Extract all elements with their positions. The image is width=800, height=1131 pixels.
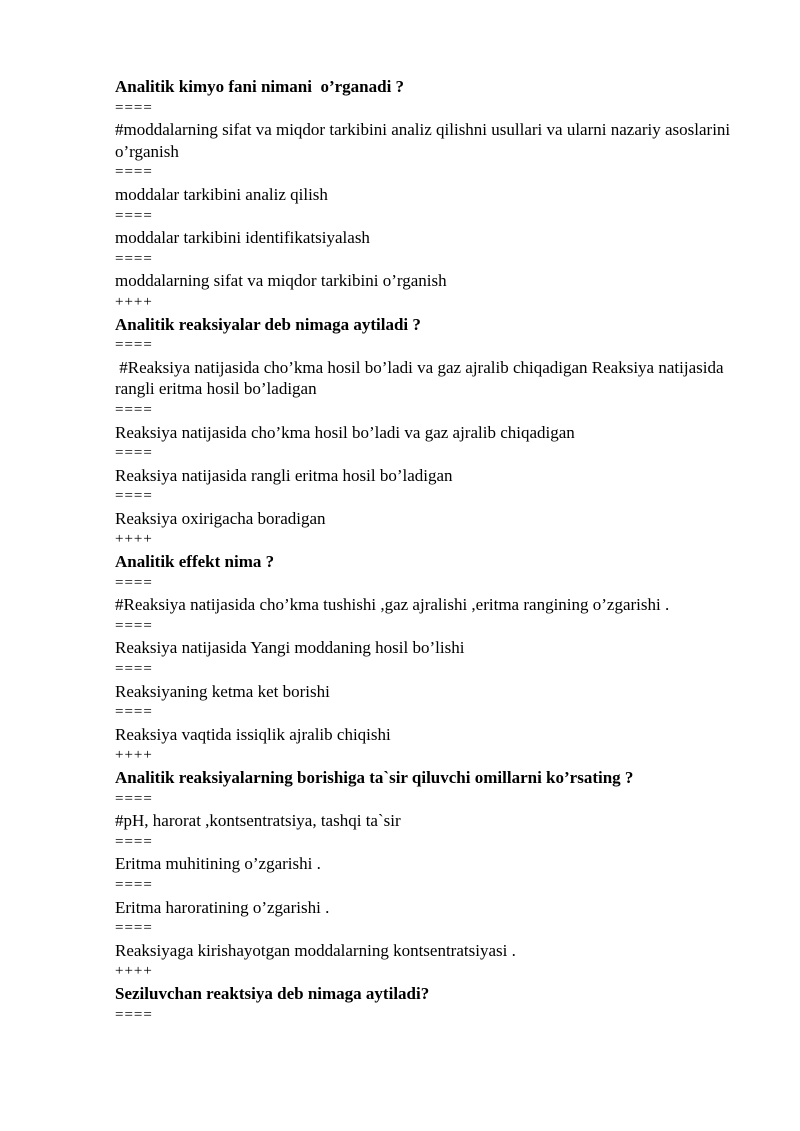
separator-line: ==== bbox=[115, 833, 153, 850]
separator-line: ==== bbox=[115, 876, 153, 893]
answer-option: Reaksiya vaqtida issiqlik ajralib chiqishi bbox=[115, 724, 391, 744]
answer-option: moddalar tarkibini identifikatsiyalash bbox=[115, 228, 370, 248]
separator-line: ==== bbox=[115, 1006, 153, 1023]
answer-option: Reaksiyaga kirishayotgan moddalarning kontsentratsiyasi . bbox=[115, 940, 516, 960]
question-text: Seziluvchan reaktsiya deb nimaga aytiladi? bbox=[115, 983, 430, 1003]
answer-option: moddalar tarkibini analiz qilish bbox=[115, 184, 328, 204]
separator-line: ==== bbox=[115, 661, 153, 678]
answer-option: Reaksiya natijasida cho’kma hosil bo’ladi va gaz ajralib chiqadigan bbox=[115, 422, 575, 442]
question-text: Analitik reaksiyalarning borishiga ta`sir qiluvchi omillarni ko’rsating ? bbox=[115, 768, 634, 787]
answer-option: Reaksiya oxirigacha boradigan bbox=[115, 508, 326, 528]
answer-option: #Reaksiya natijasida cho’kma tushishi ,gaz ajralishi ,eritma rangining o’zgarishi . bbox=[115, 595, 670, 615]
separator-line: ++++ bbox=[115, 531, 153, 548]
separator-line: ==== bbox=[115, 164, 153, 181]
answer-option: Eritma haroratining o’zgarishi . bbox=[115, 897, 330, 917]
separator-line: ==== bbox=[115, 704, 153, 721]
answer-option: moddalarning sifat va miqdor tarkibini o’rganish bbox=[115, 271, 447, 291]
separator-line: ++++ bbox=[115, 747, 153, 764]
separator-line: ==== bbox=[115, 250, 153, 267]
answer-option: #moddalarning sifat va miqdor tarkibini analiz qilishni usullari va ularni nazariy asoslarini o’rganish bbox=[115, 120, 735, 161]
answer-option: Eritma muhitining o’zgarishi . bbox=[115, 854, 321, 874]
separator-line: ==== bbox=[115, 790, 153, 807]
answer-option: #Reaksiya natijasida cho’kma hosil bo’ladi va gaz ajralib chiqadigan Reaksiya natijasida rangli eritma hosil bo’ladigan bbox=[115, 357, 728, 399]
separator-line: ==== bbox=[115, 617, 153, 634]
separator-line: ++++ bbox=[115, 963, 153, 980]
question-text: Analitik effekt nima ? bbox=[115, 552, 275, 572]
answer-option: #pH, harorat ,kontsentratsiya, tashqi ta`sir bbox=[115, 811, 401, 831]
answer-option: Reaksiya natijasida rangli eritma hosil bo’ladigan bbox=[115, 465, 453, 485]
separator-line: ==== bbox=[115, 207, 153, 224]
separator-line: ==== bbox=[115, 99, 153, 116]
answer-option: Reaksiya natijasida Yangi moddaning hosil bo’lishi bbox=[115, 638, 465, 658]
answer-option: Reaksiyaning ketma ket borishi bbox=[115, 681, 330, 701]
document-body bbox=[115, 76, 735, 1026]
question-text: Analitik reaksiyalar deb nimaga aytiladi ? bbox=[115, 314, 421, 334]
separator-line: ==== bbox=[115, 920, 153, 937]
separator-line: ==== bbox=[115, 445, 153, 462]
separator-line: ==== bbox=[115, 488, 153, 505]
question-text: Analitik kimyo fani nimani o’rganadi ? bbox=[115, 77, 405, 96]
separator-line: ==== bbox=[115, 401, 153, 418]
separator-line: ==== bbox=[115, 337, 153, 354]
separator-line: ==== bbox=[115, 574, 153, 591]
separator-line: ++++ bbox=[115, 293, 153, 310]
